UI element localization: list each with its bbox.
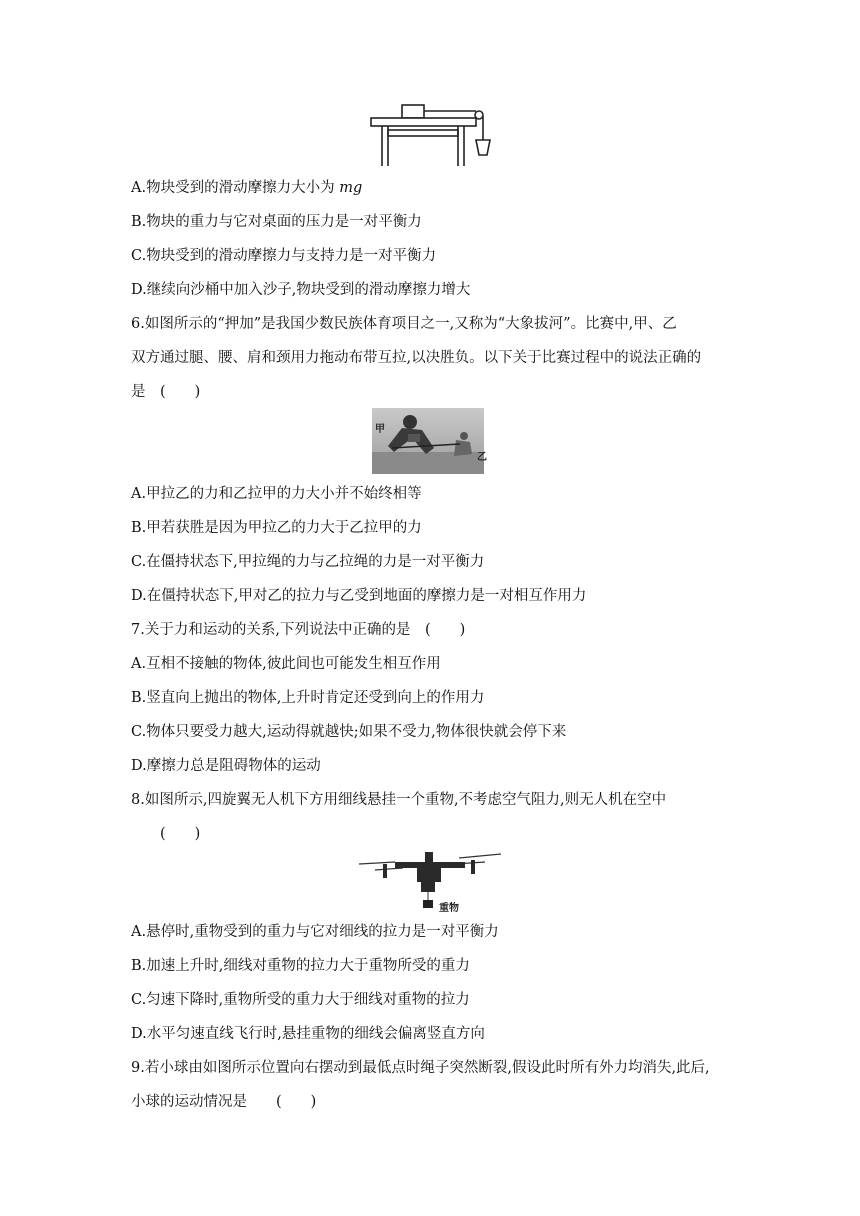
drone-figure (355, 848, 505, 914)
q6-option-d: D.在僵持状态下,甲对乙的拉力与乙受到地面的摩擦力是一对相互作用力 (131, 588, 587, 604)
figure-label-jia: 甲 (375, 424, 385, 435)
q5-option-a-text: A.物块受到的滑动摩擦力大小为 (131, 180, 340, 196)
figure-label-yi: 乙 (477, 452, 487, 463)
q5-option-d: D.继续向沙桶中加入沙子,物块受到的滑动摩擦力增大 (131, 282, 471, 298)
q7-option-c: C.物体只要受力越大,运动得就越快;如果不受力,物体很快就会停下来 (131, 724, 567, 740)
q8-option-a: A.悬停时,重物受到的重力与它对细线的拉力是一对平衡力 (131, 924, 499, 940)
q9-stem-line2: 小球的运动情况是 ( ) (131, 1094, 317, 1110)
q5-option-a (131, 178, 362, 198)
q6-option-c: C.在僵持状态下,甲拉绳的力与乙拉绳的力是一对平衡力 (131, 554, 485, 570)
q6-option-a: A.甲拉乙的力和乙拉甲的力大小并不始终相等 (131, 486, 422, 502)
q5-option-a-variable: mg (339, 180, 363, 196)
q8-option-c: C.匀速下降时,重物所受的重力大于细线对重物的拉力 (131, 992, 470, 1008)
q8-stem-line1: 8.如图所示,四旋翼无人机下方用细线悬挂一个重物,不考虑空气阻力,则无人机在空中 (131, 792, 667, 808)
q6-stem-line2: 双方通过腿、腰、肩和颈用力拖动布带互拉,以决胜负。以下关于比赛过程中的说法正确的 (131, 350, 702, 366)
q6-option-b: B.甲若获胜是因为甲拉乙的力大于乙拉甲的力 (131, 520, 422, 536)
drone-illustration (355, 848, 505, 914)
q6-stem-line1: 6.如图所示的“押加”是我国少数民族体育项目之一,又称为“大象拔河”。比赛中,甲、乙 (131, 316, 677, 332)
q8-stem-line2: ( ) (160, 826, 201, 842)
q7-option-a: A.互相不接触的物体,彼此间也可能发生相互作用 (131, 656, 441, 672)
q5-option-c: C.物块受到的滑动摩擦力与支持力是一对平衡力 (131, 248, 437, 264)
q7-stem: 7.关于力和运动的关系,下列说法中正确的是 ( ) (131, 622, 466, 638)
tug-of-war-photo (372, 408, 487, 474)
q7-option-b: B.竖直向上抛出的物体,上升时肯定还受到向上的作用力 (131, 690, 485, 706)
figure-label-weight: 重物 (439, 903, 459, 914)
q7-option-d: D.摩擦力总是阻碍物体的运动 (131, 758, 321, 774)
q8-option-d: D.水平匀速直线飞行时,悬挂重物的细线会偏离竖直方向 (131, 1026, 485, 1042)
q8-option-b: B.加速上升时,细线对重物的拉力大于重物所受的重力 (131, 958, 470, 974)
tug-of-war-illustration (372, 408, 484, 474)
q5-option-b: B.物块的重力与它对桌面的压力是一对平衡力 (131, 214, 422, 230)
table-bucket-figure (366, 100, 496, 170)
q9-stem-line1: 9.若小球由如图所示位置向右摆动到最低点时绳子突然断裂,假设此时所有外力均消失,此后, (131, 1060, 710, 1076)
q6-stem-line3: 是 ( ) (131, 384, 201, 400)
